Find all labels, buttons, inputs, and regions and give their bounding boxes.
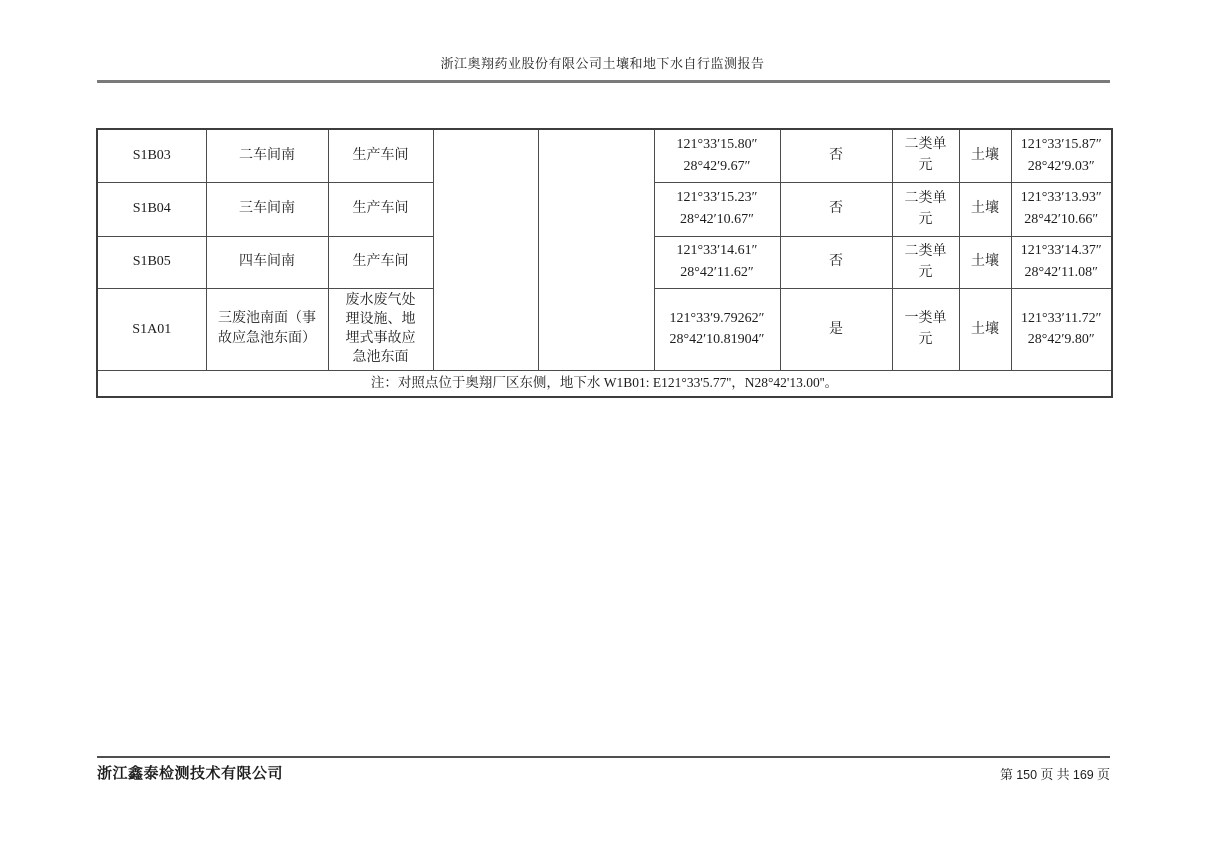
cell-sample-medium: 土壤 xyxy=(959,236,1011,288)
cell-point-id: S1B05 xyxy=(97,236,206,288)
cell-point-id: S1B04 xyxy=(97,182,206,236)
coordinate-longitude: 121°33′15.80″ xyxy=(676,137,758,153)
cell-exceed-flag: 否 xyxy=(780,236,892,288)
page-unit-label: 页 xyxy=(1040,767,1054,782)
cell-unit-type xyxy=(892,129,959,182)
cell-point-id: S1A01 xyxy=(97,288,206,371)
coordinate-longitude: 121°33′15.87″ xyxy=(1020,137,1102,153)
location-text: 三废池南面（事故应急池东面） xyxy=(218,310,316,347)
page-header-title: 浙江奥翔药业股份有限公司土壤和地下水自行监测报告 xyxy=(440,56,765,71)
cell-unit-type xyxy=(892,182,959,236)
facility-text: 废水废气处理设施、地埋式事故应急池东面 xyxy=(345,292,416,365)
cell-exceed-flag: 是 xyxy=(780,288,892,371)
coordinate-longitude: 121°33′14.37″ xyxy=(1020,243,1102,259)
cell-location: 四车间南 xyxy=(206,236,328,288)
coordinate-latitude: 28°42′10.67″ xyxy=(680,212,754,227)
empty-merged-cell-2 xyxy=(538,129,654,371)
cell-coordinates xyxy=(654,182,780,236)
coordinate-longitude: 121°33′15.23″ xyxy=(676,190,758,206)
coordinate-latitude: 28°42′11.08″ xyxy=(1024,265,1098,280)
table-row xyxy=(97,129,1112,182)
cell-actual-coordinates xyxy=(1011,236,1112,288)
header-divider-rule xyxy=(97,80,1110,83)
cell-point-id: S1B03 xyxy=(97,129,206,182)
cell-facility: 生产车间 xyxy=(328,129,433,182)
footer-company-name: 浙江鑫泰检测技术有限公司 xyxy=(97,766,284,782)
cell-sample-medium: 土壤 xyxy=(959,182,1011,236)
cell-location: 三车间南 xyxy=(206,182,328,236)
monitoring-points-table xyxy=(96,128,1113,398)
current-page-number: 150 xyxy=(1016,768,1038,782)
footer-page-indicator xyxy=(1000,764,1110,783)
cell-sample-medium: 土壤 xyxy=(959,129,1011,182)
cell-sample-medium: 土壤 xyxy=(959,288,1011,371)
coordinate-latitude: 28°42′9.03″ xyxy=(1027,158,1095,174)
page-total-label: 共 xyxy=(1056,767,1070,782)
cell-unit-type xyxy=(892,236,959,288)
cell-actual-coordinates xyxy=(1011,129,1112,182)
total-page-number: 169 xyxy=(1072,768,1094,782)
cell-actual-coordinates xyxy=(1011,288,1112,371)
note-row xyxy=(97,371,1112,397)
cell-coordinates xyxy=(654,129,780,182)
cell-facility xyxy=(328,288,433,371)
coordinate-latitude: 28°42′9.80″ xyxy=(1027,332,1095,348)
cell-facility: 生产车间 xyxy=(328,182,433,236)
cell-exceed-flag: 否 xyxy=(780,129,892,182)
unit-type-text: 二类单元 xyxy=(904,190,947,227)
cell-coordinates xyxy=(654,236,780,288)
cell-actual-coordinates xyxy=(1011,182,1112,236)
coordinate-longitude: 121°33′13.93″ xyxy=(1020,190,1102,206)
coordinate-longitude: 121°33′9.79262″ xyxy=(669,310,765,326)
page-prefix-label: 第 xyxy=(999,767,1013,782)
empty-merged-cell-1 xyxy=(433,129,538,371)
unit-type-text: 二类单元 xyxy=(904,137,947,174)
coordinate-longitude: 121°33′14.61″ xyxy=(676,243,758,259)
cell-location xyxy=(206,288,328,371)
cell-location: 二车间南 xyxy=(206,129,328,182)
footer-divider-rule xyxy=(97,756,1110,758)
coordinate-latitude: 28°42′10.81904″ xyxy=(669,332,765,348)
cell-coordinates xyxy=(654,288,780,371)
coordinate-latitude: 28°42′9.67″ xyxy=(683,158,751,174)
coordinate-latitude: 28°42′11.62″ xyxy=(680,265,754,280)
cell-exceed-flag: 否 xyxy=(780,182,892,236)
cell-facility: 生产车间 xyxy=(328,236,433,288)
unit-type-text: 一类单元 xyxy=(904,311,947,348)
cell-unit-type xyxy=(892,288,959,371)
page-unit-label: 页 xyxy=(1096,767,1110,782)
table-note-text: 注：对照点位于奥翔厂区东侧，地下水 W1B01: E121°33'5.77''，N28°42'13.00''。 xyxy=(97,371,1112,397)
coordinate-latitude: 28°42′10.66″ xyxy=(1024,212,1099,227)
coordinate-longitude: 121°33′11.72″ xyxy=(1021,310,1102,326)
unit-type-text: 二类单元 xyxy=(904,243,947,280)
